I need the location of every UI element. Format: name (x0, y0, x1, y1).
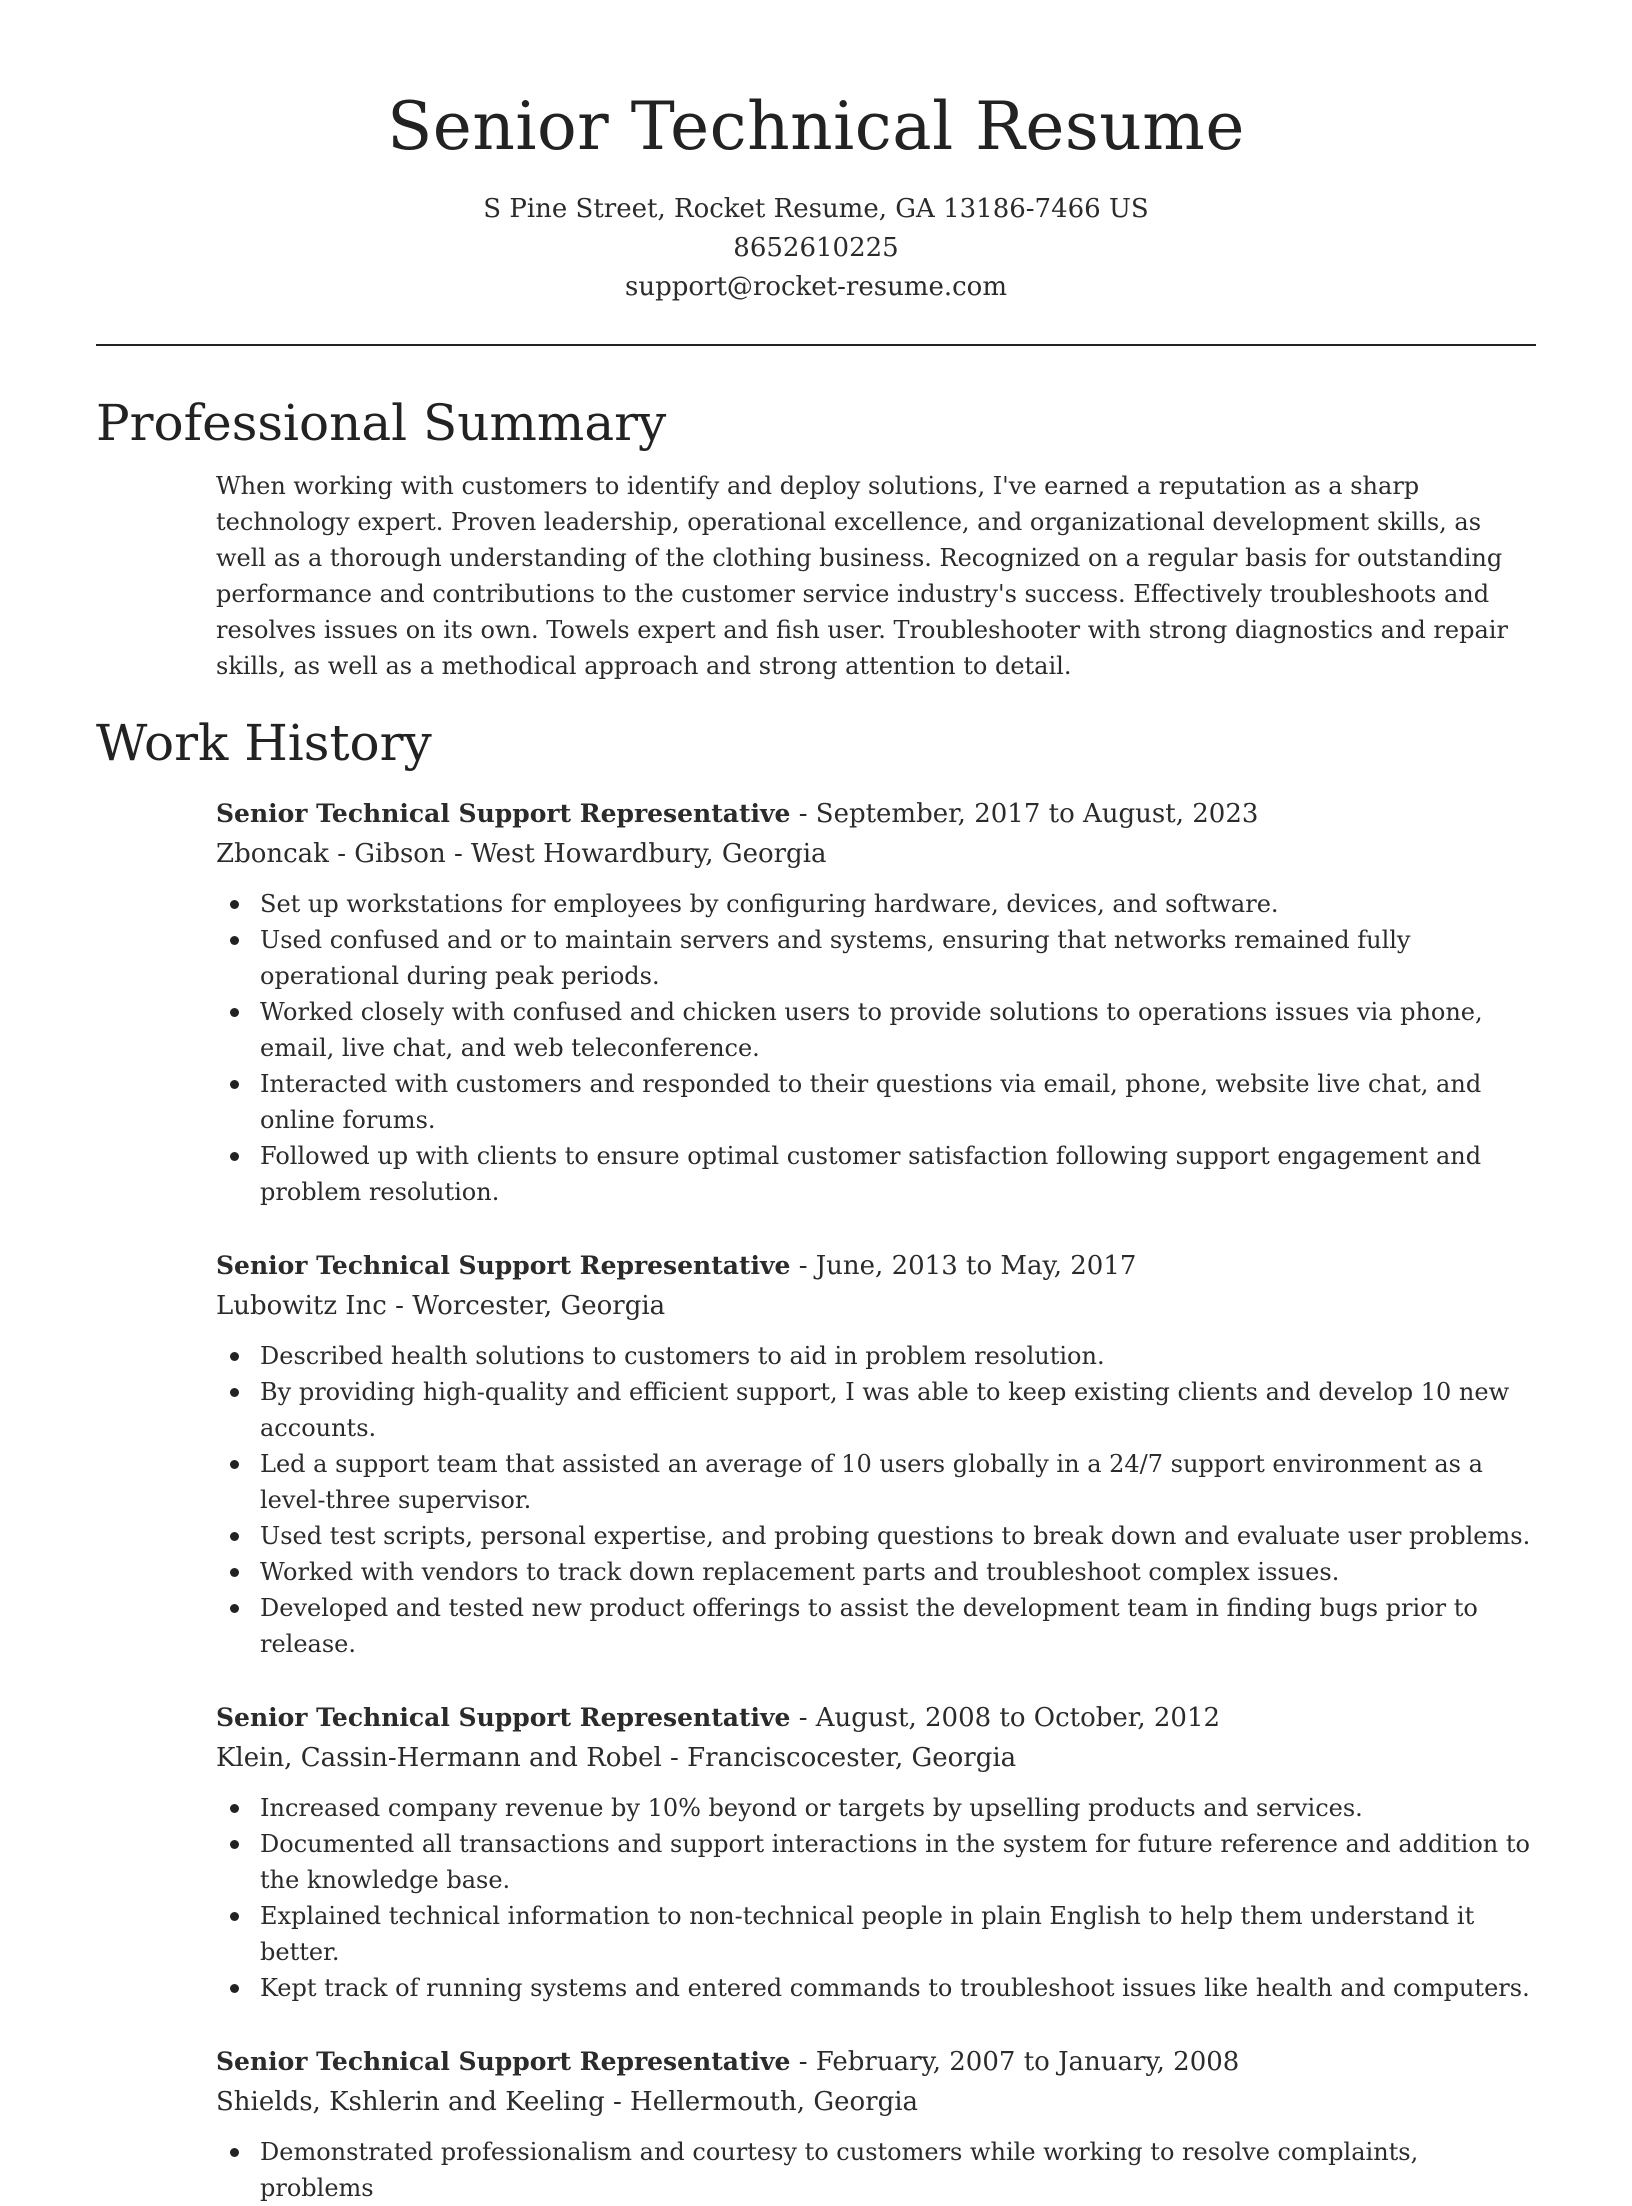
company-name: Lubowitz Inc (216, 1291, 387, 1321)
list-item: Documented all transactions and support interactions in the system for future reference and addition to the knowledge base. (216, 1826, 1536, 1898)
resume-header (0, 0, 1632, 307)
list-item: Worked closely with confused and chicken users to provide solutions to operations issues via phone, email, live chat, and web teleconference. (216, 994, 1536, 1066)
list-item: Described health solutions to customers to aid in problem resolution. (216, 1338, 1536, 1374)
header-divider (96, 344, 1536, 346)
job-company-line (216, 2082, 1536, 2122)
job-title: Senior Technical Support Representative (216, 2047, 791, 2076)
company-name: Zboncak - Gibson (216, 839, 446, 869)
job-bullets (216, 1338, 1536, 1662)
job-title-line (216, 2042, 1536, 2082)
bullet-icon (230, 1604, 239, 1613)
bullet-icon (230, 1804, 239, 1813)
job-company-line (216, 834, 1536, 874)
bullet-icon (230, 1840, 239, 1849)
job-company-line (216, 1286, 1536, 1326)
list-item: Set up workstations for employees by configuring hardware, devices, and software. (216, 886, 1536, 922)
job-dates: - June, 2013 to May, 2017 (790, 1251, 1137, 1281)
job-entry (216, 2042, 1536, 2206)
list-item: Used test scripts, personal expertise, and probing questions to break down and evaluate user problems. (216, 1518, 1536, 1554)
list-item: Interacted with customers and responded to their questions via email, phone, website live chat, and online forums. (216, 1066, 1536, 1138)
bullet-icon (230, 2148, 239, 2157)
bullet-icon (230, 1568, 239, 1577)
job-location: - Worcester, Georgia (386, 1291, 666, 1321)
list-item: Led a support team that assisted an average of 10 users globally in a 24/7 support environment as a level-three supervisor. (216, 1446, 1536, 1518)
list-item: Increased company revenue by 10% beyond or targets by upselling products and services. (216, 1790, 1536, 1826)
section-title-work-history: Work History (96, 714, 432, 772)
list-item: Followed up with clients to ensure optimal customer satisfaction following support engagement and problem resolution. (216, 1138, 1536, 1210)
job-title-line (216, 794, 1536, 834)
summary-text: When working with customers to identify and deploy solutions, I've earned a reputation as a sharp technology expert. Proven leadership, operational excellence, and organizational development skills, as well as a thorough understanding of the clothing business. Recognized on a regular basis for outstanding performance and contributions to the customer service industry's success. Effectively troubleshoots and resolves issues on its own. Towels expert and fish user. Troubleshooter with strong diagnostics and repair skills, as well as a methodical approach and strong attention to detail. (216, 472, 1508, 680)
contact-info (0, 190, 1632, 307)
list-item: Developed and tested new product offerings to assist the development team in finding bugs prior to release. (216, 1590, 1536, 1662)
bullet-icon (230, 1460, 239, 1469)
address: S Pine Street, Rocket Resume, GA 13186-7466 US (483, 194, 1149, 224)
bullet-icon (230, 1152, 239, 1161)
resume-title: Senior Technical Resume (387, 88, 1245, 165)
bullet-icon (230, 1352, 239, 1361)
list-item: Kept track of running systems and entered commands to troubleshoot issues like health and computers. (216, 1970, 1536, 2006)
bullet-icon (230, 900, 239, 909)
job-entry (216, 1246, 1536, 1662)
list-item: Demonstrated professionalism and courtesy to customers while working to resolve complaints, problems (216, 2134, 1536, 2206)
bullet-icon (230, 1008, 239, 1017)
bullet-icon (230, 1984, 239, 1993)
phone-number: 8652610225 (733, 233, 899, 263)
work-history-section (0, 710, 1632, 2206)
job-title: Senior Technical Support Representative (216, 1703, 791, 1732)
job-bullets (216, 886, 1536, 1210)
job-dates: - August, 2008 to October, 2012 (790, 1703, 1221, 1733)
job-dates: - September, 2017 to August, 2023 (790, 799, 1259, 829)
bullet-icon (230, 1388, 239, 1397)
job-entry (216, 1698, 1536, 2006)
list-item: Worked with vendors to track down replacement parts and troubleshoot complex issues. (216, 1554, 1536, 1590)
job-bullets (216, 2134, 1536, 2206)
job-dates: - February, 2007 to January, 2008 (790, 2047, 1240, 2077)
bullet-icon (230, 1080, 239, 1089)
section-title-summary: Professional Summary (96, 394, 667, 452)
job-entry (216, 794, 1536, 1210)
list-item: Explained technical information to non-technical people in plain English to help them understand it better. (216, 1898, 1536, 1970)
job-title-line (216, 1246, 1536, 1286)
bullet-icon (230, 936, 239, 945)
professional-summary-section (0, 390, 1632, 684)
job-location: - Franciscocester, Georgia (661, 1743, 1017, 1773)
job-company-line (216, 1738, 1536, 1778)
job-title-line (216, 1698, 1536, 1738)
company-name: Shields, Kshlerin and Keeling (216, 2087, 605, 2117)
email-address: support@rocket-resume.com (624, 272, 1007, 302)
job-title: Senior Technical Support Representative (216, 1251, 791, 1280)
bullet-icon (230, 1532, 239, 1541)
list-item: Used confused and or to maintain servers and systems, ensuring that networks remained fully operational during peak periods. (216, 922, 1536, 994)
job-location: - Hellermouth, Georgia (604, 2087, 919, 2117)
job-location: - West Howardbury, Georgia (445, 839, 827, 869)
bullet-icon (230, 1912, 239, 1921)
list-item: By providing high-quality and efficient support, I was able to keep existing clients and develop 10 new accounts. (216, 1374, 1536, 1446)
job-bullets (216, 1790, 1536, 2006)
company-name: Klein, Cassin-Hermann and Robel (216, 1743, 662, 1773)
job-title: Senior Technical Support Representative (216, 799, 791, 828)
